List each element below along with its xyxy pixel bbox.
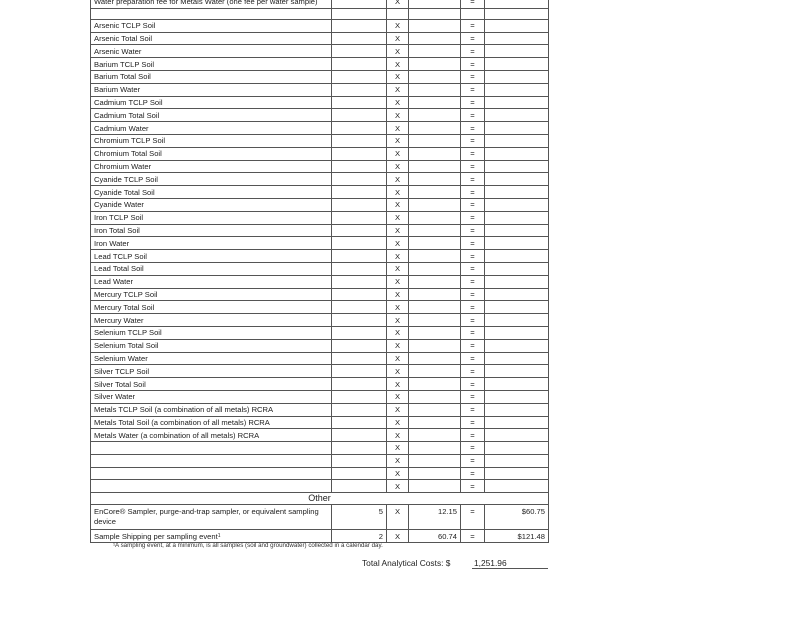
table-row	[91, 19, 549, 32]
line-total-cell	[485, 262, 549, 275]
multiply-sign: X	[387, 378, 409, 391]
unit-price-cell	[409, 58, 461, 71]
multiply-sign: X	[387, 314, 409, 327]
table-row	[91, 442, 549, 455]
multiply-sign: X	[387, 390, 409, 403]
quantity-cell	[332, 480, 387, 493]
line-total-cell	[485, 147, 549, 160]
equals-sign: =	[461, 339, 485, 352]
equals-sign: =	[461, 58, 485, 71]
line-total-cell	[485, 70, 549, 83]
quantity-cell	[332, 275, 387, 288]
table-row-spacer	[91, 8, 549, 19]
multiply-sign: X	[387, 160, 409, 173]
unit-price-cell	[409, 224, 461, 237]
multiply-sign: X	[387, 262, 409, 275]
quantity-cell	[332, 326, 387, 339]
multiply-sign: X	[387, 122, 409, 135]
line-item-name: Arsenic TCLP Soil	[91, 19, 332, 32]
quantity-cell	[332, 186, 387, 199]
unit-price-cell	[409, 390, 461, 403]
line-total-cell	[485, 134, 549, 147]
line-item-name: Selenium Water	[91, 352, 332, 365]
line-total-cell	[485, 301, 549, 314]
line-total-cell	[485, 211, 549, 224]
quantity-cell	[332, 32, 387, 45]
line-total-cell	[485, 365, 549, 378]
equals-sign: =	[461, 262, 485, 275]
unit-price-cell	[409, 467, 461, 480]
line-total-cell	[485, 198, 549, 211]
line-item-name: Metals Total Soil (a combination of all metals) RCRA	[91, 416, 332, 429]
table-row	[91, 467, 549, 480]
line-total-cell	[485, 160, 549, 173]
line-item-name: Cyanide Water	[91, 198, 332, 211]
table-row	[91, 211, 549, 224]
multiply-sign: X	[387, 416, 409, 429]
multiply-sign: X	[387, 147, 409, 160]
quantity-cell	[332, 365, 387, 378]
equals-sign: =	[461, 416, 485, 429]
line-item-name: Barium Total Soil	[91, 70, 332, 83]
multiply-sign: X	[387, 326, 409, 339]
equals-sign: =	[461, 186, 485, 199]
table-row	[91, 288, 549, 301]
line-item-name: Chromium TCLP Soil	[91, 134, 332, 147]
unit-price-cell	[409, 288, 461, 301]
quantity-cell	[332, 301, 387, 314]
unit-price-cell	[409, 378, 461, 391]
quantity-cell	[332, 224, 387, 237]
quantity-cell	[332, 45, 387, 58]
line-total-cell	[485, 275, 549, 288]
table-row	[91, 454, 549, 467]
quantity-cell	[332, 0, 387, 8]
equals-sign: =	[461, 390, 485, 403]
quantity-cell	[332, 109, 387, 122]
table-row	[91, 416, 549, 429]
section-title: Other	[91, 493, 549, 505]
line-item-name: Barium TCLP Soil	[91, 58, 332, 71]
unit-price-cell	[409, 275, 461, 288]
quantity-cell	[332, 58, 387, 71]
table-row	[91, 147, 549, 160]
table-row	[91, 390, 549, 403]
line-total-cell	[485, 122, 549, 135]
multiply-sign: X	[387, 454, 409, 467]
unit-price-cell	[409, 454, 461, 467]
line-item-name: Selenium Total Soil	[91, 339, 332, 352]
equals-sign: =	[461, 326, 485, 339]
multiply-sign: X	[387, 429, 409, 442]
multiply-sign: X	[387, 19, 409, 32]
multiply-sign: X	[387, 301, 409, 314]
table-row	[91, 403, 549, 416]
quantity-cell: 5	[332, 505, 387, 530]
quantity-cell	[332, 288, 387, 301]
line-total-cell	[485, 390, 549, 403]
line-total-cell	[485, 454, 549, 467]
quantity-cell	[332, 454, 387, 467]
equals-sign: =	[461, 160, 485, 173]
unit-price-cell	[409, 70, 461, 83]
quantity-cell	[332, 416, 387, 429]
quantity-cell	[332, 122, 387, 135]
line-item-name: Water preparation fee for Metals Water (one fee per water sample)	[91, 0, 332, 8]
section-header-row	[91, 493, 549, 505]
unit-price-cell	[409, 416, 461, 429]
line-total-cell	[485, 429, 549, 442]
equals-sign: =	[461, 211, 485, 224]
line-total-cell	[485, 173, 549, 186]
quantity-cell	[332, 467, 387, 480]
multiply-sign: X	[387, 442, 409, 455]
line-item-name: Mercury Total Soil	[91, 301, 332, 314]
line-item-name: Silver Water	[91, 390, 332, 403]
line-item-name: Barium Water	[91, 83, 332, 96]
line-item-name: EnCore® Sampler, purge-and-trap sampler, or equivalent sampling device	[91, 505, 332, 530]
multiply-sign: X	[387, 467, 409, 480]
quantity-cell	[332, 173, 387, 186]
line-total-cell	[485, 58, 549, 71]
line-item-name	[91, 530, 332, 543]
equals-sign: =	[461, 134, 485, 147]
line-item-name: Chromium Water	[91, 160, 332, 173]
line-total-cell	[485, 83, 549, 96]
unit-price-cell	[409, 480, 461, 493]
table-row	[91, 250, 549, 263]
unit-price-cell	[409, 83, 461, 96]
table-row	[91, 352, 549, 365]
line-total-cell	[485, 96, 549, 109]
equals-sign: =	[461, 480, 485, 493]
line-item-name: Chromium Total Soil	[91, 147, 332, 160]
table-row	[91, 198, 549, 211]
line-total-cell: $121.48	[485, 530, 549, 543]
line-total-cell	[485, 0, 549, 8]
quantity-cell	[332, 96, 387, 109]
multiply-sign: X	[387, 250, 409, 263]
quantity-cell	[332, 19, 387, 32]
line-item-name: Cadmium Water	[91, 122, 332, 135]
line-item-name: Cyanide TCLP Soil	[91, 173, 332, 186]
unit-price-cell	[409, 147, 461, 160]
unit-price-cell	[409, 122, 461, 135]
table-row	[91, 160, 549, 173]
table-row	[91, 530, 549, 543]
line-total-cell	[485, 288, 549, 301]
multiply-sign: X	[387, 339, 409, 352]
multiply-sign: X	[387, 173, 409, 186]
unit-price-cell	[409, 186, 461, 199]
line-item-name: Iron Water	[91, 237, 332, 250]
multiply-sign: X	[387, 224, 409, 237]
quantity-cell	[332, 390, 387, 403]
line-total-cell	[485, 109, 549, 122]
unit-price-cell	[409, 250, 461, 263]
table-row	[91, 173, 549, 186]
unit-price-cell	[409, 19, 461, 32]
table-row	[91, 96, 549, 109]
line-item-name	[91, 454, 332, 467]
line-item-name: Lead Total Soil	[91, 262, 332, 275]
line-total-cell	[485, 442, 549, 455]
table-row	[91, 45, 549, 58]
multiply-sign: X	[387, 505, 409, 530]
quantity-cell	[332, 70, 387, 83]
multiply-sign: X	[387, 198, 409, 211]
footnote: ¹A sampling event, at a minimum, is all samples (soil and groundwater) collected in a calendar day.	[113, 542, 383, 549]
quantity-cell	[332, 403, 387, 416]
line-item-name: Lead TCLP Soil	[91, 250, 332, 263]
quantity-cell	[332, 262, 387, 275]
table-row	[91, 32, 549, 45]
unit-price-cell	[409, 403, 461, 416]
quantity-cell	[332, 339, 387, 352]
line-item-name: Selenium TCLP Soil	[91, 326, 332, 339]
equals-sign: =	[461, 173, 485, 186]
line-total-cell	[485, 467, 549, 480]
line-item-name	[91, 467, 332, 480]
table-row	[91, 301, 549, 314]
line-item-name: Arsenic Total Soil	[91, 32, 332, 45]
multiply-sign: X	[387, 288, 409, 301]
unit-price-cell	[409, 442, 461, 455]
quantity-cell: 2	[332, 530, 387, 543]
multiply-sign: X	[387, 32, 409, 45]
equals-sign: =	[461, 45, 485, 58]
line-item-name: Cadmium TCLP Soil	[91, 96, 332, 109]
table-row	[91, 365, 549, 378]
table-row	[91, 378, 549, 391]
multiply-sign: X	[387, 58, 409, 71]
equals-sign: =	[461, 378, 485, 391]
equals-sign: =	[461, 275, 485, 288]
multiply-sign: X	[387, 237, 409, 250]
table-row	[91, 186, 549, 199]
equals-sign: =	[461, 288, 485, 301]
line-item-name: Mercury Water	[91, 314, 332, 327]
equals-sign: =	[461, 250, 485, 263]
equals-sign: =	[461, 352, 485, 365]
quantity-cell	[332, 378, 387, 391]
equals-sign: =	[461, 0, 485, 8]
table-row	[91, 224, 549, 237]
equals-sign: =	[461, 314, 485, 327]
equals-sign: =	[461, 96, 485, 109]
table-row	[91, 0, 549, 8]
equals-sign: =	[461, 83, 485, 96]
multiply-sign: X	[387, 45, 409, 58]
multiply-sign: X	[387, 403, 409, 416]
equals-sign: =	[461, 505, 485, 530]
unit-price-cell	[409, 429, 461, 442]
line-total-cell	[485, 378, 549, 391]
quantity-cell	[332, 211, 387, 224]
line-total-cell	[485, 250, 549, 263]
equals-sign: =	[461, 467, 485, 480]
line-total-cell	[485, 186, 549, 199]
quantity-cell	[332, 147, 387, 160]
table-row	[91, 275, 549, 288]
equals-sign: =	[461, 237, 485, 250]
line-item-name: Cadmium Total Soil	[91, 109, 332, 122]
total-analytical-costs-label: Total Analytical Costs: $	[362, 558, 451, 568]
table-row	[91, 109, 549, 122]
quantity-cell	[332, 314, 387, 327]
equals-sign: =	[461, 198, 485, 211]
table-row	[91, 480, 549, 493]
table-row	[91, 58, 549, 71]
equals-sign: =	[461, 454, 485, 467]
multiply-sign: X	[387, 211, 409, 224]
unit-price-cell	[409, 96, 461, 109]
unit-price-cell	[409, 45, 461, 58]
line-item-name: Metals Water (a combination of all metals) RCRA	[91, 429, 332, 442]
line-total-cell	[485, 480, 549, 493]
line-total-cell	[485, 416, 549, 429]
table-row	[91, 134, 549, 147]
line-item-name	[91, 480, 332, 493]
multiply-sign: X	[387, 0, 409, 8]
equals-sign: =	[461, 122, 485, 135]
quantity-cell	[332, 83, 387, 96]
unit-price-cell	[409, 211, 461, 224]
table-row	[91, 505, 549, 530]
unit-price-cell	[409, 326, 461, 339]
line-total-cell	[485, 326, 549, 339]
line-total-cell	[485, 237, 549, 250]
table-row	[91, 326, 549, 339]
quantity-cell	[332, 442, 387, 455]
unit-price-cell	[409, 301, 461, 314]
unit-price-cell	[409, 134, 461, 147]
line-item-name: Mercury TCLP Soil	[91, 288, 332, 301]
quantity-cell	[332, 237, 387, 250]
unit-price-cell	[409, 314, 461, 327]
line-total-cell	[485, 224, 549, 237]
line-total-cell	[485, 19, 549, 32]
quantity-cell	[332, 250, 387, 263]
table-row	[91, 339, 549, 352]
unit-price-cell	[409, 198, 461, 211]
table-row	[91, 314, 549, 327]
quantity-cell	[332, 352, 387, 365]
quantity-cell	[332, 134, 387, 147]
line-total-cell	[485, 352, 549, 365]
multiply-sign: X	[387, 70, 409, 83]
unit-price-cell	[409, 32, 461, 45]
unit-price-cell	[409, 339, 461, 352]
footnote-marker: 1	[217, 532, 221, 539]
total-underline	[472, 568, 548, 569]
unit-price-cell: 60.74	[409, 530, 461, 543]
line-total-cell	[485, 314, 549, 327]
equals-sign: =	[461, 365, 485, 378]
table-row	[91, 237, 549, 250]
multiply-sign: X	[387, 109, 409, 122]
quantity-cell	[332, 160, 387, 173]
line-total-cell	[485, 403, 549, 416]
line-total-cell	[485, 32, 549, 45]
multiply-sign: X	[387, 352, 409, 365]
line-total-cell	[485, 339, 549, 352]
multiply-sign: X	[387, 480, 409, 493]
equals-sign: =	[461, 70, 485, 83]
multiply-sign: X	[387, 365, 409, 378]
multiply-sign: X	[387, 275, 409, 288]
line-item-name: Iron TCLP Soil	[91, 211, 332, 224]
equals-sign: =	[461, 19, 485, 32]
line-item-name: Silver TCLP Soil	[91, 365, 332, 378]
unit-price-cell	[409, 109, 461, 122]
equals-sign: =	[461, 429, 485, 442]
unit-price-cell	[409, 160, 461, 173]
total-analytical-costs-value: 1,251.96	[474, 558, 507, 568]
line-total-cell: $60.75	[485, 505, 549, 530]
unit-price-cell	[409, 237, 461, 250]
line-item-name: Metals TCLP Soil (a combination of all metals) RCRA	[91, 403, 332, 416]
table-row	[91, 262, 549, 275]
table-row	[91, 83, 549, 96]
quantity-cell	[332, 429, 387, 442]
line-item-name: Lead Water	[91, 275, 332, 288]
equals-sign: =	[461, 530, 485, 543]
unit-price-cell	[409, 262, 461, 275]
line-item-name: Arsenic Water	[91, 45, 332, 58]
equals-sign: =	[461, 442, 485, 455]
equals-sign: =	[461, 147, 485, 160]
multiply-sign: X	[387, 134, 409, 147]
line-item-name: Cyanide Total Soil	[91, 186, 332, 199]
unit-price-cell: 12.15	[409, 505, 461, 530]
multiply-sign: X	[387, 530, 409, 543]
table-row	[91, 429, 549, 442]
quantity-cell	[332, 198, 387, 211]
equals-sign: =	[461, 109, 485, 122]
unit-price-cell	[409, 0, 461, 8]
multiply-sign: X	[387, 83, 409, 96]
equals-sign: =	[461, 301, 485, 314]
table-row	[91, 70, 549, 83]
unit-price-cell	[409, 365, 461, 378]
equals-sign: =	[461, 403, 485, 416]
cost-table	[90, 0, 549, 543]
line-item-text: Sample Shipping per sampling event	[94, 531, 218, 541]
unit-price-cell	[409, 352, 461, 365]
line-item-name: Silver Total Soil	[91, 378, 332, 391]
line-item-name	[91, 442, 332, 455]
multiply-sign: X	[387, 96, 409, 109]
line-item-name: Iron Total Soil	[91, 224, 332, 237]
table-row	[91, 122, 549, 135]
line-total-cell	[485, 45, 549, 58]
unit-price-cell	[409, 173, 461, 186]
equals-sign: =	[461, 224, 485, 237]
equals-sign: =	[461, 32, 485, 45]
multiply-sign: X	[387, 186, 409, 199]
